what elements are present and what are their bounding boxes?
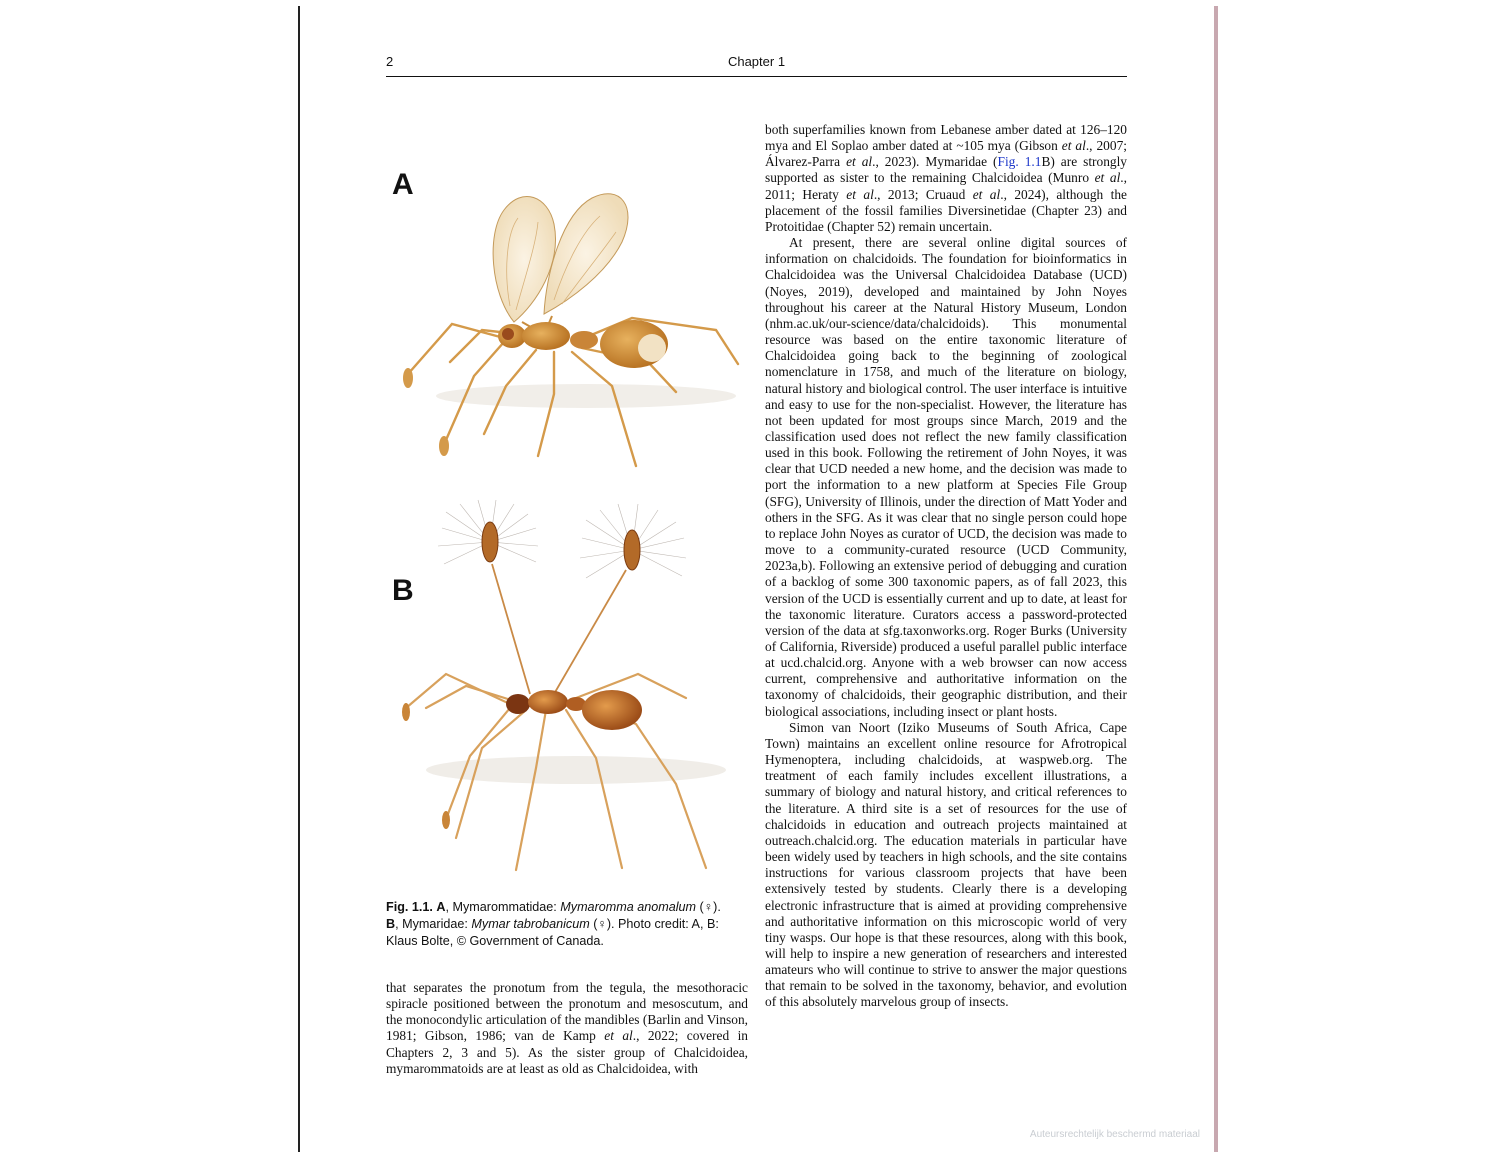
left-text-column: [386, 980, 748, 1077]
caption-a-sex: (♀).: [696, 900, 721, 914]
figure-1-1: [386, 124, 748, 886]
right-text-column: [765, 122, 1127, 1011]
panel-a-label: A: [392, 168, 414, 201]
figure-caption: [386, 899, 736, 950]
right-paragraph-3: Simon van Noort (Iziko Museums of South Africa, Cape Town) maintains an excellent online resource for Afrotropical Hymenoptera, including chalcidoids, at waspweb.org. The treatment of each family includes excellent illustrations, a summary of biology and natural history, and critical references to the literature. A third site is a set of resources for the use of chalcidoids in education and outreach projects maintained at outreach.chalcid.org. The education materials in particular have been widely used by teachers in high schools, and the site contains instructions for various classroom projects that have been extensively tested by students. Clearly there is a developing electronic infrastructure that is aimed at providing comprehensive and authoritative information on this microscopic world of very tiny wasps. Our hope is that these resources, along with this book, will help to inspire a new generation of researchers and interested amateurs who will continue to strive to answer the major questions that remain to be solved in the taxonomy, behavior, and evolution of this absolutely marvelous group of insects.: [765, 719, 1127, 1010]
copyright-watermark: Auteursrechtelijk beschermd materiaal: [1029, 1129, 1200, 1140]
figure-panel-b: [386, 498, 748, 886]
caption-a-letter: A: [436, 900, 446, 914]
mymar-illustration: [386, 498, 748, 886]
caption-b-species: Mymar tabrobanicum: [471, 917, 590, 931]
page-number: 2: [386, 54, 394, 69]
caption-b-credit: (♀). Photo credit: A, B: Klaus Bolte, © Government of Canada.: [386, 917, 719, 948]
figure-panel-a: [386, 124, 748, 496]
caption-label: Fig. 1.1.: [386, 900, 433, 914]
caption-b-letter: B: [386, 917, 396, 931]
panel-b-label: B: [392, 574, 414, 607]
left-paragraph: that separates the pronotum from the tegula, the mesothoracic spiracle positioned between the pronotum and mesoscutum, and the monocondylic articulation of the mandibles (Barlin and Vinson, 1981; Gibson, 1986; van de Kamp et al., 2022; covered in Chapters 2, 3 and 5). As the sister group of Chalcidoidea, mymarommatoids are at least as old as Chalcidoidea, with: [386, 980, 748, 1076]
right-paragraph-2: At present, there are several online digital sources of information on chalcidoids. The foundation for bioinformatics in Chalcidoidea was the Universal Chalcidoidea Database (UCD) (Noyes, 2019), developed and maintained by John Noyes throughout his career at the Natural History Museum, London (nhm.ac.uk/our-science/data/chalcidoids). This monumental resource was based on the entire taxonomic literature of Chalcidoidea going back to the beginning of zoological nomenclature in 1758, and much of the literature on biology, natural history and biological control. The user interface is intuitive and easy to use for the non-specialist. However, the literature has not been updated for most groups since March, 2019 and the classification used does not reflect the new family classification used in this book. Following the retirement of John Noyes, it was clear that UCD needed a new home, and the decision was made to port the information to a new platform at Species File Group (SFG), University of Illinois, under the direction of Matt Yoder and others in the SFG. As it was clear that no single person could hope to replace John Noyes as curator of UCD, the decision was made to move to a community-curated resource (UCD Community, 2023a,b). Following an extensive period of debugging and curation of a backlog of some 300 taxonomic papers, as of fall 2023, this version of the UCD is essentially current and up to date, at least for the taxonomic literature. Curators access a password-protected version of the data at sfg.taxonworks.org. Roger Burks (University of California, Riverside) produced a useful parallel public interface at ucd.chalcid.org. Anyone with a web browser can now access current, comprehensive and authoritative information on the taxonomy of chalcidoids, their geographic distribution, and their biological associations, including insect or plant hosts.: [765, 235, 1127, 719]
caption-a-species: Mymaromma anomalum: [560, 900, 697, 914]
chapter-title: Chapter 1: [727, 54, 786, 69]
wing-blade-left: [482, 522, 498, 562]
mymaromma-illustration: [386, 124, 748, 496]
right-paragraph-1: both superfamilies known from Lebanese amber dated at 126–120 mya and El Soplao amber dated at ~105 mya (Gibson et al., 2007; Álvarez-Parra et al., 2023). Mymaridae (Fig. 1.1B) are strongly supported as sister to the remaining Chalcidoidea (Munro et al., 2011; Heraty et al., 2013; Cruaud et al., 2024), although the placement of the fossil families Diversinetidae (Chapter 23) and Protoitidae (Chapter 52) remain uncertain.: [765, 122, 1128, 234]
caption-b-family: , Mymaridae:: [395, 917, 472, 931]
running-header: [386, 54, 1127, 77]
caption-a-family: , Mymarommatidae:: [445, 900, 561, 914]
figure-link[interactable]: Fig. 1.1: [997, 154, 1042, 170]
wing-blade-right: [624, 530, 640, 570]
book-page: [298, 6, 1218, 1152]
